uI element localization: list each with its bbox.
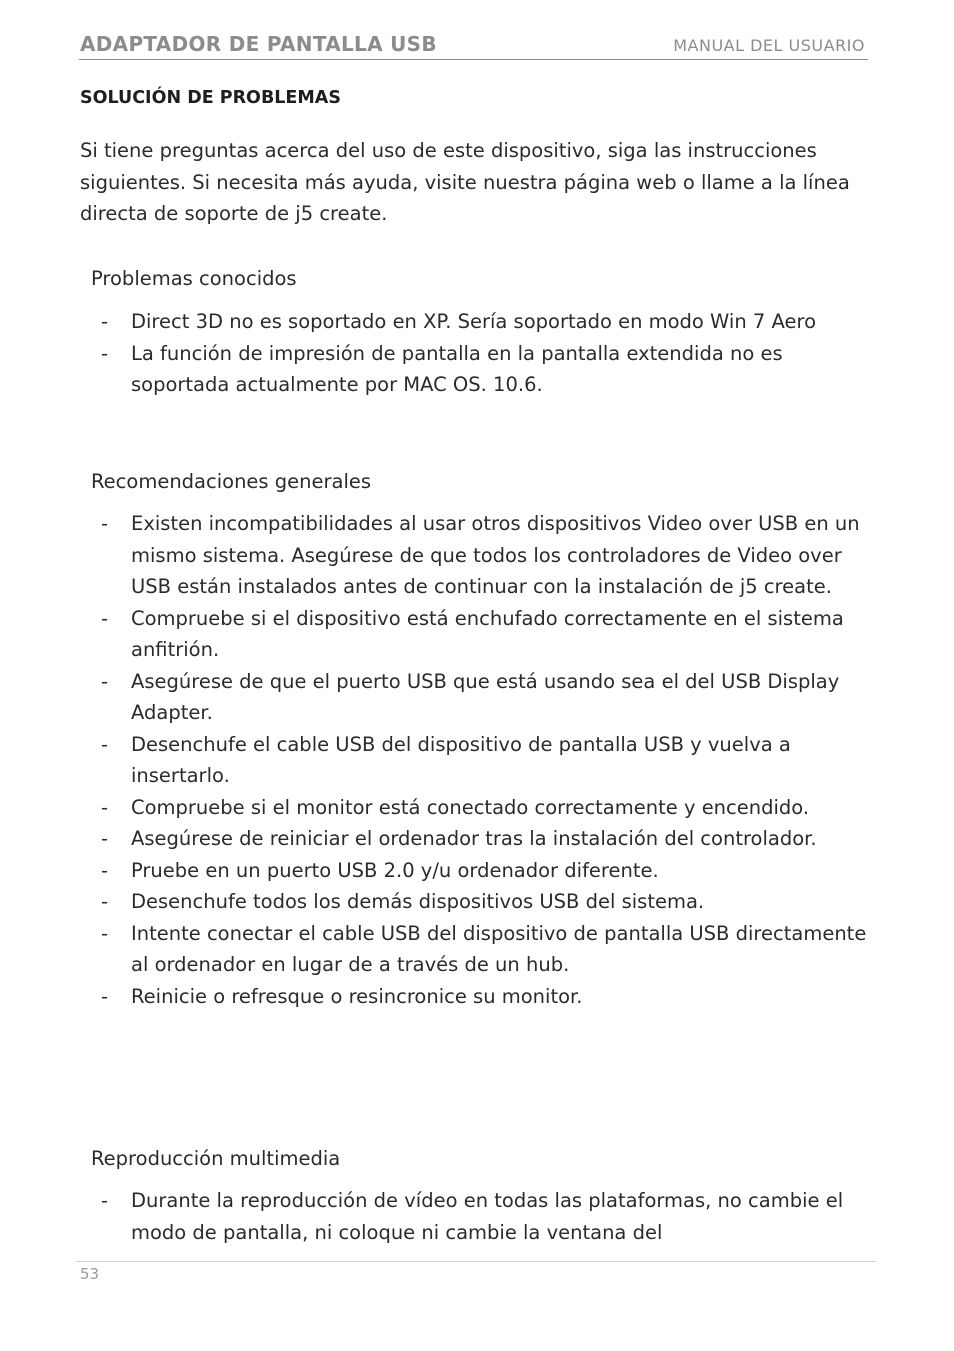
manual-label: MANUAL DEL USUARIO <box>673 36 865 55</box>
known-issues-list <box>100 306 880 401</box>
bullet-dash: - <box>101 341 109 365</box>
list-item <box>100 508 880 603</box>
bullet-dash: - <box>101 606 109 630</box>
bullet-dash: - <box>101 512 109 535</box>
bullet-dash: - <box>101 669 109 693</box>
list-item-text: Asegúrese de que el puerto USB que está usando sea el del USB Display Adapter. <box>131 669 840 724</box>
list-item-text: Existen incompatibilidades al usar otros dispositivos Video over USB en un mismo sistema. Asegúrese de que todos los controladores de Video over USB están instalados antes de continuar con la instalación de j5 create. <box>131 512 860 598</box>
multimedia-list <box>100 1185 880 1248</box>
bullet-dash: - <box>101 1189 109 1212</box>
list-item <box>100 823 880 855</box>
bullet-dash: - <box>101 827 109 850</box>
list-item <box>100 666 880 729</box>
section-title: SOLUCIÓN DE PROBLEMAS <box>80 88 341 108</box>
list-item <box>100 981 880 1013</box>
list-item-text: Reinicie o refresque o resincronice su monitor. <box>131 984 583 1008</box>
list-item <box>100 855 880 887</box>
bullet-dash: - <box>101 921 109 945</box>
list-item <box>100 1185 880 1248</box>
page-header <box>79 28 868 60</box>
list-item-text: Asegúrese de reiniciar el ordenador tras la instalación del controlador. <box>131 827 817 850</box>
list-item-text: Compruebe si el dispositivo está enchufado correctamente en el sistema anfitrión. <box>131 606 844 661</box>
bullet-dash: - <box>101 984 109 1008</box>
page-number: 53 <box>80 1265 100 1283</box>
intro-paragraph: Si tiene preguntas acerca del uso de este dispositivo, siga las instrucciones siguientes. Si necesita más ayuda, visite nuestra página web o llame a la línea directa de soporte de j5 create. <box>80 139 850 225</box>
list-item-text: Intente conectar el cable USB del dispositivo de pantalla USB directamente al ordenador en lugar de a través de un hub. <box>131 921 867 976</box>
list-item-text: Compruebe si el monitor está conectado correctamente y encendido. <box>131 795 810 819</box>
bullet-dash: - <box>101 858 109 882</box>
list-item-text: Pruebe en un puerto USB 2.0 y/u ordenador diferente. <box>131 858 659 882</box>
list-item-text: Direct 3D no es soportado en XP. Sería soportado en modo Win 7 Aero <box>131 310 817 333</box>
document-title: ADAPTADOR DE PANTALLA USB <box>80 32 437 56</box>
list-item <box>100 306 880 338</box>
list-item <box>100 886 880 918</box>
multimedia-heading: Reproducción multimedia <box>91 1147 341 1170</box>
list-item <box>100 792 880 824</box>
list-item <box>100 603 880 666</box>
footer-divider <box>76 1261 876 1262</box>
general-recommendations-list <box>100 508 880 1012</box>
list-item-text: Desenchufe el cable USB del dispositivo de pantalla USB y vuelva a insertarlo. <box>131 732 791 787</box>
known-issues-heading: Problemas conocidos <box>91 267 297 290</box>
list-item <box>100 338 880 401</box>
bullet-dash: - <box>101 890 109 913</box>
bullet-dash: - <box>101 732 109 756</box>
list-item <box>100 918 880 981</box>
list-item-text: La función de impresión de pantalla en la pantalla extendida no es soportada actualmente por MAC OS. 10.6. <box>131 341 783 396</box>
general-recommendations-heading: Recomendaciones generales <box>91 470 372 493</box>
bullet-dash: - <box>101 310 109 333</box>
bullet-dash: - <box>101 795 109 819</box>
list-item-text: Durante la reproducción de vídeo en todas las plataformas, no cambie el modo de pantalla, ni coloque ni cambie la ventana del <box>131 1189 844 1244</box>
list-item <box>100 729 880 792</box>
list-item-text: Desenchufe todos los demás dispositivos USB del sistema. <box>131 890 705 913</box>
